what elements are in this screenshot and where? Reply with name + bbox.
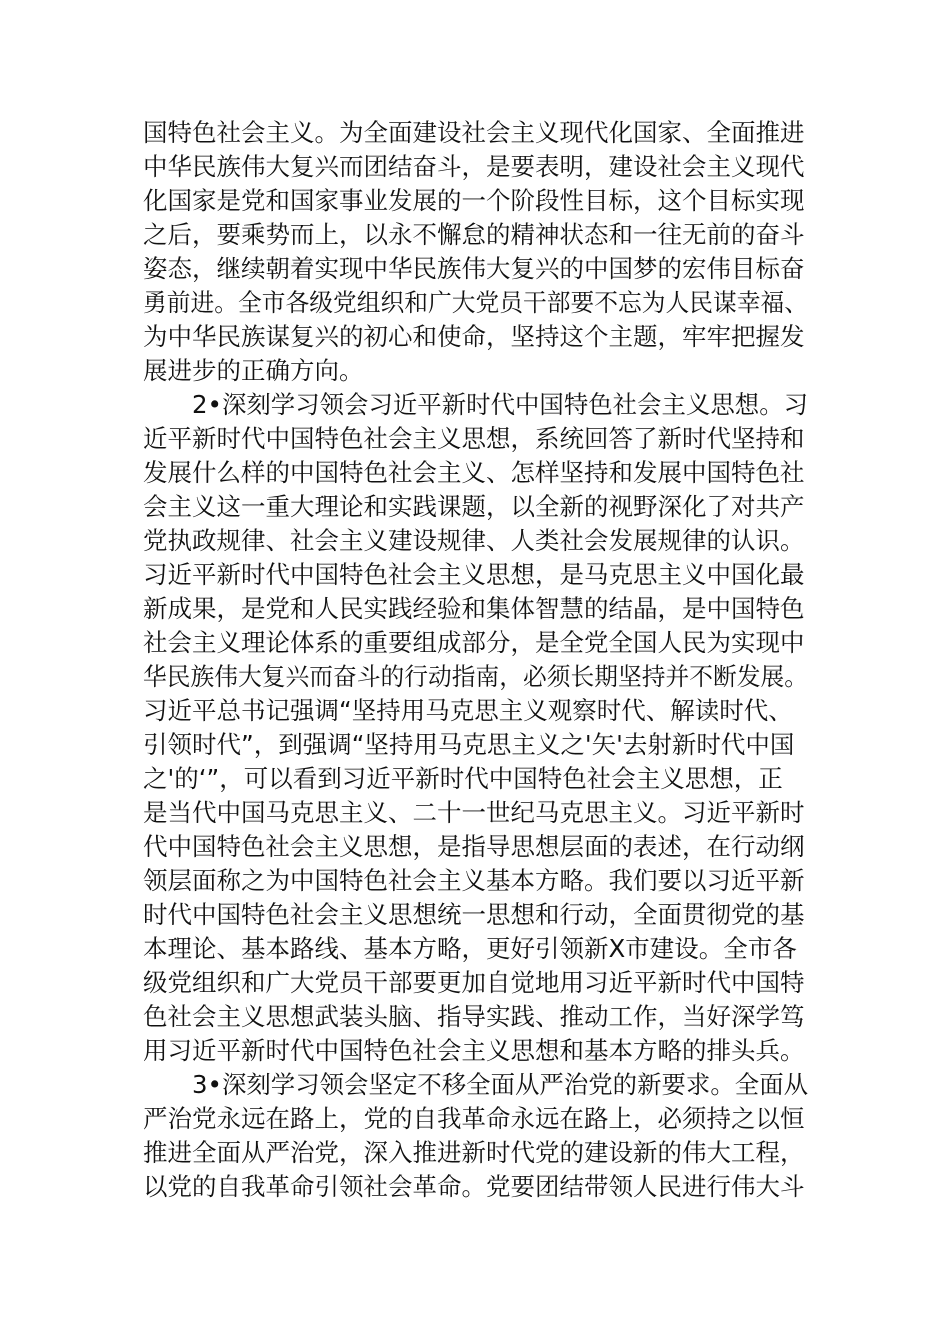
text-line: 中华民族伟大复兴而团结奋斗，是要表明，建设社会主义现代	[143, 152, 805, 181]
text-line: 为中华民族谋复兴的初心和使命，坚持这个主题，牢牢把握发	[143, 322, 805, 351]
text-line: 华民族伟大复兴而奋斗的行动指南，必须长期坚持并不断发展。	[143, 662, 808, 691]
text-line: 习近平新时代中国特色社会主义思想，是马克思主义中国化最	[143, 560, 805, 589]
text-line: 社会主义理论体系的重要组成部分，是全党全国人民为实现中	[143, 628, 805, 657]
text-line: 党执政规律、社会主义建设规律、人类社会发展规律的认识。	[143, 526, 805, 555]
text-line: 代中国特色社会主义思想，是指导思想层面的表述，在行动纲	[143, 832, 805, 861]
text-line: 本理论、基本路线、基本方略，更好引领新X市建设。全市各	[143, 934, 797, 963]
text-line: 用习近平新时代中国特色社会主义思想和基本方略的排头兵。	[143, 1036, 805, 1065]
text-line: 之后，要乘势而上，以永不懈怠的精神状态和一往无前的奋斗	[143, 220, 805, 249]
text-line: 近平新时代中国特色社会主义思想，系统回答了新时代坚持和	[143, 424, 805, 453]
text-line: 姿态，继续朝着实现中华民族伟大复兴的中国梦的宏伟目标奋	[143, 254, 805, 283]
text-line: 引领时代”，到强调“坚持用马克思主义之'矢'去射新时代中国	[143, 730, 795, 759]
text-line: 级党组织和广大党员干部要更加自觉地用习近平新时代中国特	[143, 968, 805, 997]
text-line: 新成果，是党和人民实践经验和集体智慧的结晶，是中国特色	[143, 594, 805, 623]
text-line: 以党的自我革命引领社会革命。党要团结带领人民进行伟大斗	[143, 1172, 805, 1201]
section-heading-line: 2•深刻学习领会习近平新时代中国特色社会主义思想。习	[192, 390, 809, 419]
text-line: 国特色社会主义。为全面建设社会主义现代化国家、全面推进	[143, 118, 805, 147]
text-line: 化国家是党和国家事业发展的一个阶段性目标，这个目标实现	[143, 186, 805, 215]
text-line: 勇前进。全市各级党组织和广大党员干部要不忘为人民谋幸福、	[143, 288, 808, 317]
text-line: 是当代中国马克思主义、二十一世纪马克思主义。习近平新时	[143, 798, 805, 827]
text-line: 发展什么样的中国特色社会主义、怎样坚持和发展中国特色社	[143, 458, 805, 487]
text-line: 色社会主义思想武装头脑、指导实践、推动工作，当好深学笃	[143, 1002, 805, 1031]
section-heading-line: 3•深刻学习领会坚定不移全面从严治党的新要求。全面从	[192, 1070, 809, 1099]
text-line: 之'的‘”，可以看到习近平新时代中国特色社会主义思想，正	[143, 764, 783, 793]
text-line: 习近平总书记强调“坚持用马克思主义观察时代、解读时代、	[143, 696, 793, 725]
text-line: 严治党永远在路上，党的自我革命永远在路上，必须持之以恒	[143, 1104, 805, 1133]
text-line: 会主义这一重大理论和实践课题，以全新的视野深化了对共产	[143, 492, 805, 521]
text-line: 领层面称之为中国特色社会主义基本方略。我们要以习近平新	[143, 866, 805, 895]
text-line: 展进步的正确方向。	[143, 356, 364, 385]
text-line: 推进全面从严治党，深入推进新时代党的建设新的伟大工程，	[143, 1138, 805, 1167]
text-line: 时代中国特色社会主义思想统一思想和行动，全面贯彻党的基	[143, 900, 805, 929]
